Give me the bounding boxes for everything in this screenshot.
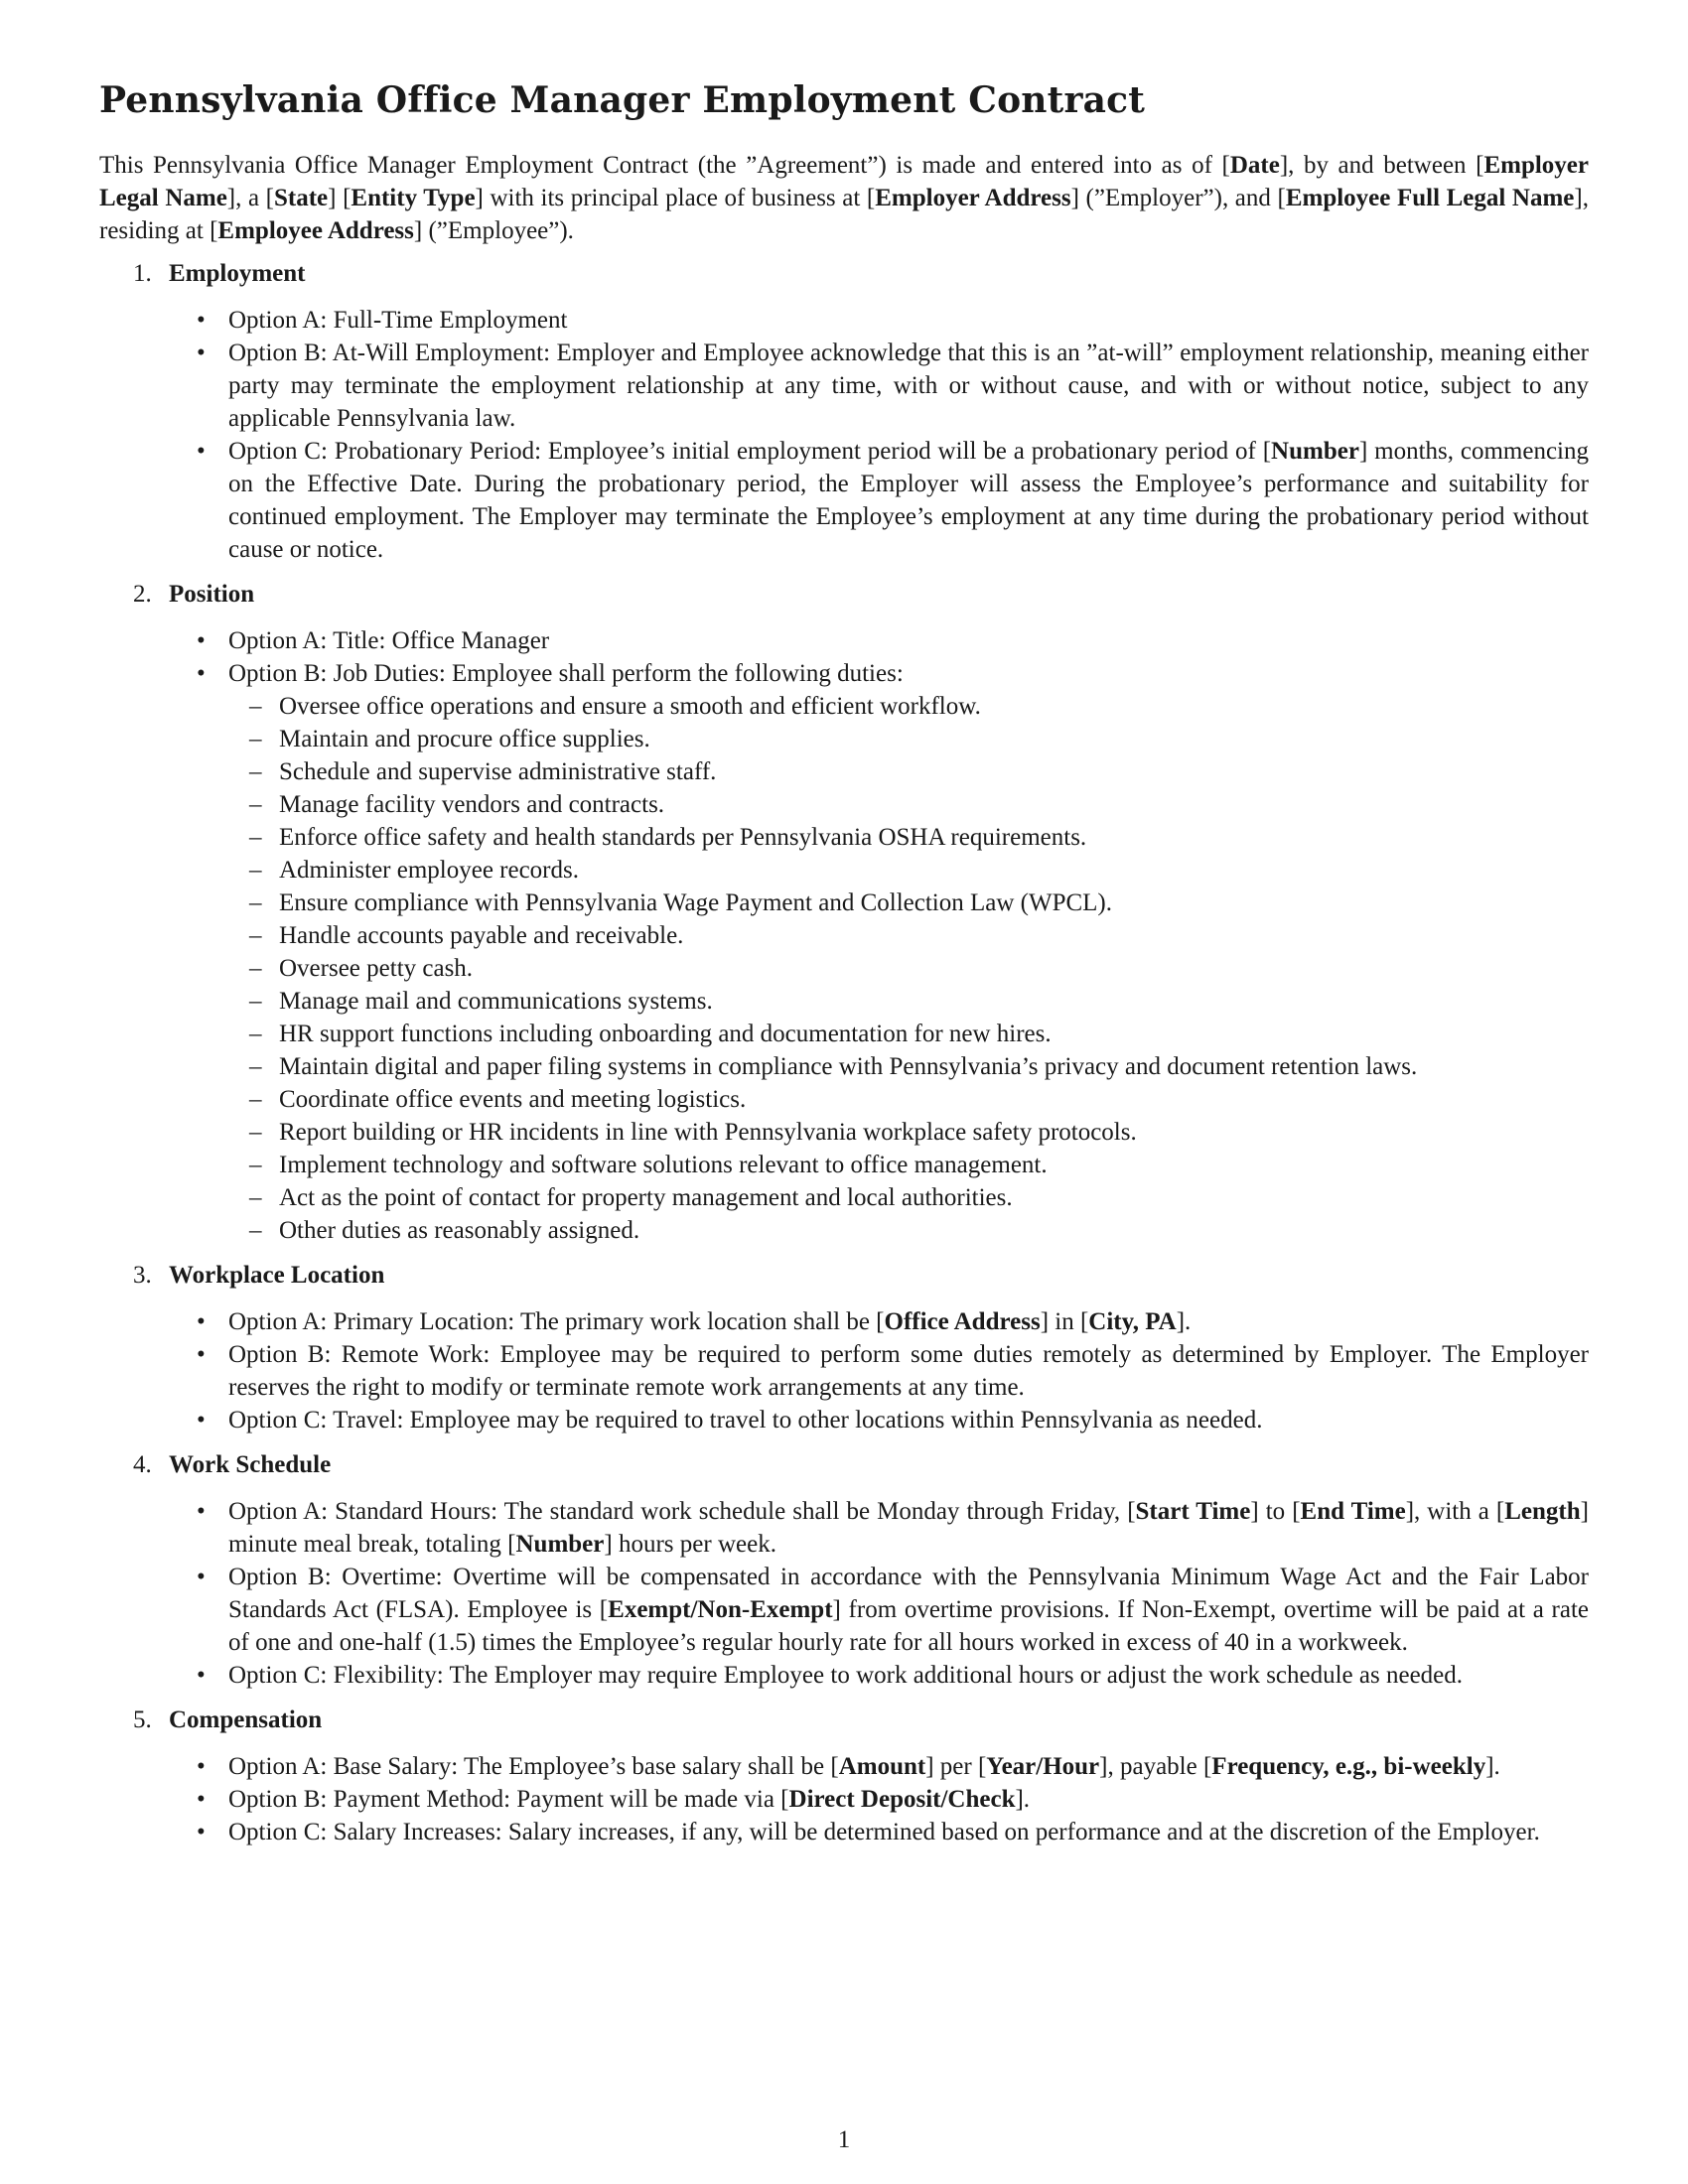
option-text: Option A: Base Salary: The Employee’s base salary shall be [ [228, 1753, 839, 1780]
placeholder-number: Number [1271, 438, 1359, 465]
option-c [228, 435, 1589, 566]
page-number: 1 [837, 2126, 851, 2153]
placeholder-employee-address: Employee Address [217, 217, 414, 244]
section-compensation [99, 1704, 1589, 1848]
placeholder-year-hour: Year/Hour [986, 1753, 1100, 1780]
duty-item: – Coordinate office events and meeting logistics. [279, 1083, 1589, 1116]
placeholder-state: State [274, 185, 329, 211]
option-text: ], with a [ [1405, 1498, 1505, 1525]
document-title: Pennsylvania Office Manager Employment Contract [99, 79, 1146, 121]
duty-item: – Manage facility vendors and contracts. [279, 788, 1589, 821]
option-text: ], payable [ [1099, 1753, 1212, 1780]
option-text: Option C: Probationary Period: Employee’s initial employment period will be a probationary period of [ [228, 438, 1272, 465]
duty-item: – Act as the point of contact for property management and local authorities. [279, 1181, 1589, 1214]
duty-item: – Enforce office safety and health standards per Pennsylvania OSHA requirements. [279, 821, 1589, 854]
option-c: • Option C: Flexibility: The Employer may require Employee to work additional hours or adjust the work schedule as needed. [228, 1659, 1589, 1692]
section-title: Employment [169, 260, 306, 287]
option-c: • Option C: Travel: Employee may be required to travel to other locations within Pennsylvania as needed. [228, 1404, 1589, 1436]
option-text: ]. [1176, 1308, 1192, 1335]
section-heading [99, 1704, 1589, 1736]
option-b [228, 1561, 1589, 1659]
option-c: • Option C: Salary Increases: Salary increases, if any, will be determined based on performance and at the discretion of the Employer. [228, 1816, 1589, 1848]
placeholder-employer-address: Employer Address [875, 185, 1071, 211]
placeholder-payment-method: Direct Deposit/Check [788, 1786, 1016, 1813]
option-text: ] from overtime provisions. If Non-Exempt, overtime will be paid at a rate of one and one-half (1.5) times the Employee’s regular hourly rate for all hours worked in excess of 40 in a workweek. [228, 1596, 1589, 1656]
option-text: ] hours per week. [604, 1531, 776, 1558]
placeholder-exempt-status: Exempt/Non-Exempt [608, 1596, 833, 1623]
section-heading [99, 257, 1589, 290]
duty-item: – Ensure compliance with Pennsylvania Wage Payment and Collection Law (WPCL). [279, 887, 1589, 919]
placeholder-number: Number [515, 1531, 605, 1558]
section-number: 2. [133, 581, 152, 608]
section-employment [99, 257, 1589, 566]
duty-item: – HR support functions including onboarding and documentation for new hires. [279, 1018, 1589, 1050]
sections-list [99, 257, 1589, 1848]
placeholder-frequency: Frequency, e.g., bi-weekly [1211, 1753, 1486, 1780]
option-text: Option A: Standard Hours: The standard work schedule shall be Monday through Friday, [ [228, 1498, 1136, 1525]
duty-item: – Maintain and procure office supplies. [279, 723, 1589, 755]
option-text: ] per [ [925, 1753, 987, 1780]
option-a: • Option A: Title: Office Manager [228, 624, 1589, 657]
duty-item: – Administer employee records. [279, 854, 1589, 887]
duty-item: – Schedule and supervise administrative staff. [279, 755, 1589, 788]
duty-item: – Maintain digital and paper filing systems in compliance with Pennsylvania’s privacy and document retention laws. [279, 1050, 1589, 1083]
section-heading [99, 1448, 1589, 1481]
placeholder-city: City, PA [1088, 1308, 1177, 1335]
duty-item: – Other duties as reasonably assigned. [279, 1214, 1589, 1247]
option-a [228, 1750, 1589, 1783]
placeholder-end-time: End Time [1300, 1498, 1406, 1525]
option-b [228, 657, 1589, 1247]
section-title: Workplace Location [169, 1262, 385, 1289]
section-title: Position [169, 581, 255, 608]
option-text: ]. [1015, 1786, 1031, 1813]
option-text: ] minute meal break, totaling [ [228, 1498, 1589, 1558]
option-text: Option B: Job Duties: Employee shall perform the following duties: [228, 660, 904, 687]
intro-text: ], by and between [ [1279, 152, 1484, 179]
section-work-schedule [99, 1448, 1589, 1692]
option-a: • Option A: Full-Time Employment [228, 304, 1589, 337]
placeholder-entity-type: Entity Type [351, 185, 476, 211]
intro-text: ] [ [328, 185, 352, 211]
placeholder-office-address: Office Address [884, 1308, 1041, 1335]
intro-text: ] (”Employer”), and [ [1070, 185, 1286, 211]
intro-text: ] (”Employee”). [413, 217, 574, 244]
options-list [99, 1750, 1589, 1848]
placeholder-employee-full-legal-name: Employee Full Legal Name [1285, 185, 1575, 211]
option-text: Option B: Payment Method: Payment will be made via [ [228, 1786, 789, 1813]
section-number: 1. [133, 260, 152, 287]
section-number: 3. [133, 1262, 152, 1289]
duty-item: – Implement technology and software solutions relevant to office management. [279, 1149, 1589, 1181]
option-a [228, 1305, 1589, 1338]
option-text: ] months, commencing on the Effective Date. During the probationary period, the Employer will assess the Employee’s performance and suitability for continued employment. The Employer may terminate the Employee’s employment at any time during the probationary period without cause or notice. [228, 438, 1589, 563]
intro-text: ] with its principal place of business at [ [475, 185, 876, 211]
section-heading [99, 1259, 1589, 1292]
section-title: Work Schedule [169, 1451, 332, 1478]
option-text: ] in [ [1040, 1308, 1089, 1335]
option-text: Option B: Overtime: Overtime will be compensated in accordance with the Pennsylvania Minimum Wage Act and the Fair Labor Standards Act (FLSA). Employee is [ [228, 1564, 1589, 1623]
option-text: Option A: Primary Location: The primary work location shall be [ [228, 1308, 885, 1335]
placeholder-date: Date [1229, 152, 1280, 179]
section-position [99, 578, 1589, 1247]
option-a [228, 1495, 1589, 1561]
placeholder-amount: Amount [838, 1753, 926, 1780]
placeholder-employer-legal-name: Employer Legal Name [99, 152, 1589, 211]
intro-text: ], residing at [ [99, 185, 1589, 244]
section-workplace-location [99, 1259, 1589, 1436]
options-list [99, 1495, 1589, 1692]
intro-text: ], a [ [226, 185, 274, 211]
option-b: • Option B: Remote Work: Employee may be required to perform some duties remotely as determined by Employer. The Employer reserves the right to modify or terminate remote work arrangements at any time. [228, 1338, 1589, 1404]
option-b [228, 1783, 1589, 1816]
section-heading [99, 578, 1589, 611]
options-list [99, 624, 1589, 1247]
duty-item: – Oversee office operations and ensure a smooth and efficient workflow. [279, 690, 1589, 723]
duty-item: – Manage mail and communications systems. [279, 985, 1589, 1018]
duty-item: – Oversee petty cash. [279, 952, 1589, 985]
duties-list [228, 690, 1589, 1247]
option-text: ] to [ [1250, 1498, 1301, 1525]
duty-item: – Report building or HR incidents in line with Pennsylvania workplace safety protocols. [279, 1116, 1589, 1149]
option-b: • Option B: At-Will Employment: Employer and Employee acknowledge that this is an ”at-will” employment relationship, meaning either party may terminate the employment relationship at any time, with or without cause, and with or without notice, subject to any applicable Pennsylvania law. [228, 337, 1589, 435]
options-list [99, 304, 1589, 566]
document-page [99, 79, 1589, 1860]
section-title: Compensation [169, 1706, 323, 1733]
intro-text: This Pennsylvania Office Manager Employment Contract (the ”Agreement”) is made and entered into as of [ [99, 152, 1230, 179]
placeholder-start-time: Start Time [1135, 1498, 1251, 1525]
options-list [99, 1305, 1589, 1436]
intro-paragraph [99, 149, 1589, 247]
section-number: 4. [133, 1451, 152, 1478]
placeholder-length: Length [1504, 1498, 1581, 1525]
duty-item: – Handle accounts payable and receivable. [279, 919, 1589, 952]
option-text: ]. [1485, 1753, 1500, 1780]
section-number: 5. [133, 1706, 152, 1733]
